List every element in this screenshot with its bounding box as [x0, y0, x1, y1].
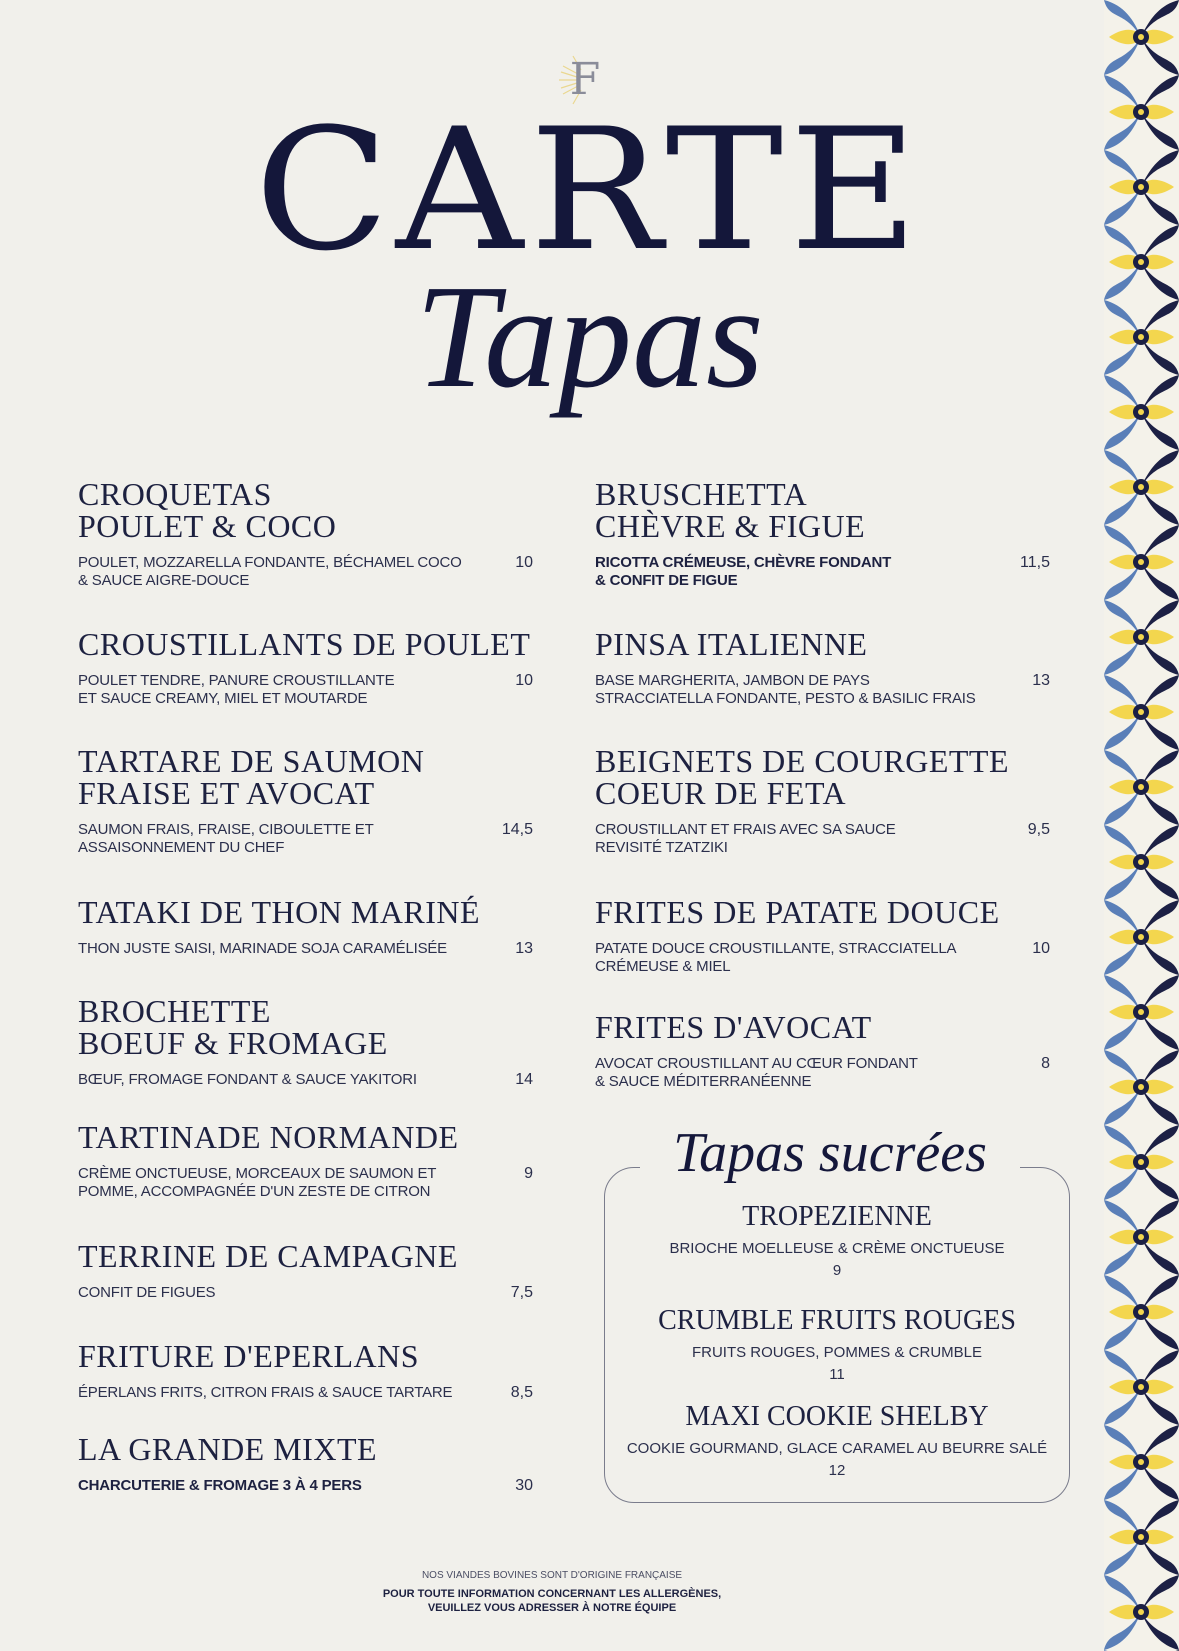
- tile: [1104, 975, 1179, 1050]
- tile: [1104, 300, 1179, 375]
- item-name: FRITURE D'EPERLANS: [78, 1338, 420, 1374]
- menu-item: [78, 1340, 533, 1402]
- allergen-note-line-2: VEUILLEZ VOUS ADRESSER À NOTRE ÉQUIPE: [427, 1602, 677, 1614]
- item-name: TERRINE DE CAMPAGNE: [78, 1238, 458, 1274]
- item-name: TATAKI DE THON MARINÉ: [78, 894, 481, 930]
- sweet-item-price: 9: [832, 1262, 842, 1279]
- menu-item: [78, 1240, 533, 1302]
- item-price: 8: [1041, 1055, 1050, 1072]
- menu-item: [78, 995, 533, 1089]
- sweet-item: [604, 1402, 1070, 1480]
- menu-item: [78, 628, 533, 708]
- item-name: TARTARE DE SAUMON FRAISE ET AVOCAT: [78, 743, 425, 811]
- logo-letter: F: [569, 54, 601, 105]
- item-price: 11,5: [1020, 554, 1050, 571]
- sweet-item-name: MAXI COOKIE SHELBY: [685, 1401, 989, 1432]
- menu-item: [595, 745, 1050, 857]
- tile: [1104, 150, 1179, 225]
- sweet-item-price: 11: [829, 1366, 845, 1383]
- tile-pattern: [1104, 0, 1179, 1651]
- item-price: 30: [515, 1477, 533, 1494]
- item-description: POULET, MOZZARELLA FONDANTE, BÉCHAMEL COCO & SAUCE AIGRE-DOUCE: [78, 554, 462, 589]
- sweet-item-description: FRUITS ROUGES, POMMES & CRUMBLE: [691, 1344, 983, 1361]
- tile: [1104, 1575, 1179, 1650]
- sweet-tapas-title: Tapas sucrées: [640, 1118, 1020, 1188]
- item-price: 10: [515, 554, 533, 571]
- item-description: POULET TENDRE, PANURE CROUSTILLANTE ET SAUCE CREAMY, MIEL ET MOUTARDE: [78, 672, 395, 707]
- item-description: BŒUF, FROMAGE FONDANT & SAUCE YAKITORI: [78, 1071, 417, 1088]
- item-name: PINSA ITALIENNE: [595, 626, 868, 662]
- item-price: 14,5: [501, 821, 533, 838]
- menu-item: [595, 628, 1050, 708]
- item-description: RICOTTA CRÉMEUSE, CHÈVRE FONDANT & CONFIT DE FIGUE: [595, 554, 892, 589]
- tile: [1104, 375, 1179, 450]
- tile: [1104, 525, 1179, 600]
- sweet-item-description: COOKIE GOURMAND, GLACE CARAMEL AU BEURRE SALÉ: [626, 1440, 1048, 1457]
- item-name: BEIGNETS DE COURGETTE COEUR DE FETA: [595, 743, 1010, 811]
- sweet-item-name: CRUMBLE FRUITS ROUGES: [658, 1305, 1016, 1336]
- item-name: FRITES DE PATATE DOUCE: [595, 894, 1000, 930]
- item-price: 13: [1032, 672, 1050, 689]
- menu-item: [78, 896, 533, 958]
- item-name: FRITES D'AVOCAT: [595, 1009, 872, 1045]
- menu-item: [78, 1121, 533, 1201]
- tile: [1104, 225, 1179, 300]
- tile: [1104, 900, 1179, 975]
- item-name: CROQUETAS POULET & COCO: [78, 476, 337, 544]
- item-description: THON JUSTE SAISI, MARINADE SOJA CARAMÉLISÉE: [78, 940, 447, 957]
- item-price: 9,5: [1027, 821, 1050, 838]
- sweet-item: [604, 1306, 1070, 1384]
- page-title: CARTE: [254, 92, 925, 288]
- item-description: AVOCAT CROUSTILLANT AU CŒUR FONDANT & SAUCE MÉDITERRANÉENNE: [595, 1055, 918, 1090]
- item-description: CROUSTILLANT ET FRAIS AVEC SA SAUCE REVISITÉ TZATZIKI: [595, 821, 896, 856]
- sweet-item-name: TROPEZIENNE: [742, 1201, 932, 1232]
- item-name: BRUSCHETTA CHÈVRE & FIGUE: [595, 476, 866, 544]
- item-price: 10: [515, 672, 533, 689]
- item-price: 7,5: [510, 1284, 533, 1301]
- tile: [1104, 1275, 1179, 1350]
- tile: [1104, 1500, 1179, 1575]
- item-name: CROUSTILLANTS DE POULET: [78, 626, 531, 662]
- item-price: 10: [1032, 940, 1050, 957]
- tile: [1104, 1050, 1179, 1125]
- item-name: BROCHETTE BOEUF & FROMAGE: [78, 993, 388, 1061]
- tile: [1104, 1350, 1179, 1425]
- sweet-item-price: 12: [828, 1462, 846, 1479]
- sweet-item-description: BRIOCHE MOELLEUSE & CRÈME ONCTUEUSE: [669, 1240, 1005, 1257]
- tile: [1104, 825, 1179, 900]
- tile: [1104, 75, 1179, 150]
- menu-item: [595, 1011, 1050, 1091]
- item-name: TARTINADE NORMANDE: [78, 1119, 459, 1155]
- tile: [1104, 600, 1179, 675]
- page-subtitle: Tapas: [415, 255, 764, 419]
- menu-item: [78, 1433, 533, 1495]
- tile: [1104, 675, 1179, 750]
- item-name: LA GRANDE MIXTE: [78, 1431, 378, 1467]
- tile: [1104, 0, 1179, 75]
- menu-item: [595, 478, 1050, 590]
- allergen-note-line-1: POUR TOUTE INFORMATION CONCERNANT LES ALLERGÈNES,: [382, 1588, 722, 1600]
- item-price: 8,5: [510, 1384, 533, 1401]
- item-description: SAUMON FRAIS, FRAISE, CIBOULETTE ET ASSAISONNEMENT DU CHEF: [78, 821, 374, 856]
- item-description: BASE MARGHERITA, JAMBON DE PAYS STRACCIATELLA FONDANTE, PESTO & BASILIC FRAIS: [595, 672, 976, 707]
- tile: [1104, 1425, 1179, 1500]
- allergen-note: [0, 1587, 1104, 1615]
- item-price: 14: [515, 1071, 533, 1088]
- item-price: 9: [524, 1165, 533, 1182]
- decorative-tile-border: [1104, 0, 1179, 1651]
- item-description: ÉPERLANS FRITS, CITRON FRAIS & SAUCE TARTARE: [78, 1384, 453, 1401]
- menu-item: [78, 478, 533, 590]
- menu-item: [595, 896, 1050, 976]
- tile: [1104, 1125, 1179, 1200]
- item-description: CRÈME ONCTUEUSE, MORCEAUX DE SAUMON ET POMME, ACCOMPAGNÉE D'UN ZESTE DE CITRON: [78, 1165, 437, 1200]
- origin-note: NOS VIANDES BOVINES SONT D'ORIGINE FRANÇAISE: [421, 1570, 683, 1581]
- tile: [1104, 450, 1179, 525]
- tile: [1104, 1200, 1179, 1275]
- menu-item: [78, 745, 533, 857]
- item-description: PATATE DOUCE CROUSTILLANTE, STRACCIATELLA CRÉMEUSE & MIEL: [595, 940, 957, 975]
- item-price: 13: [515, 940, 533, 957]
- item-description: CONFIT DE FIGUES: [78, 1284, 216, 1301]
- sweet-item: [604, 1202, 1070, 1280]
- item-description: CHARCUTERIE & FROMAGE 3 À 4 PERS: [78, 1477, 362, 1494]
- tile: [1104, 750, 1179, 825]
